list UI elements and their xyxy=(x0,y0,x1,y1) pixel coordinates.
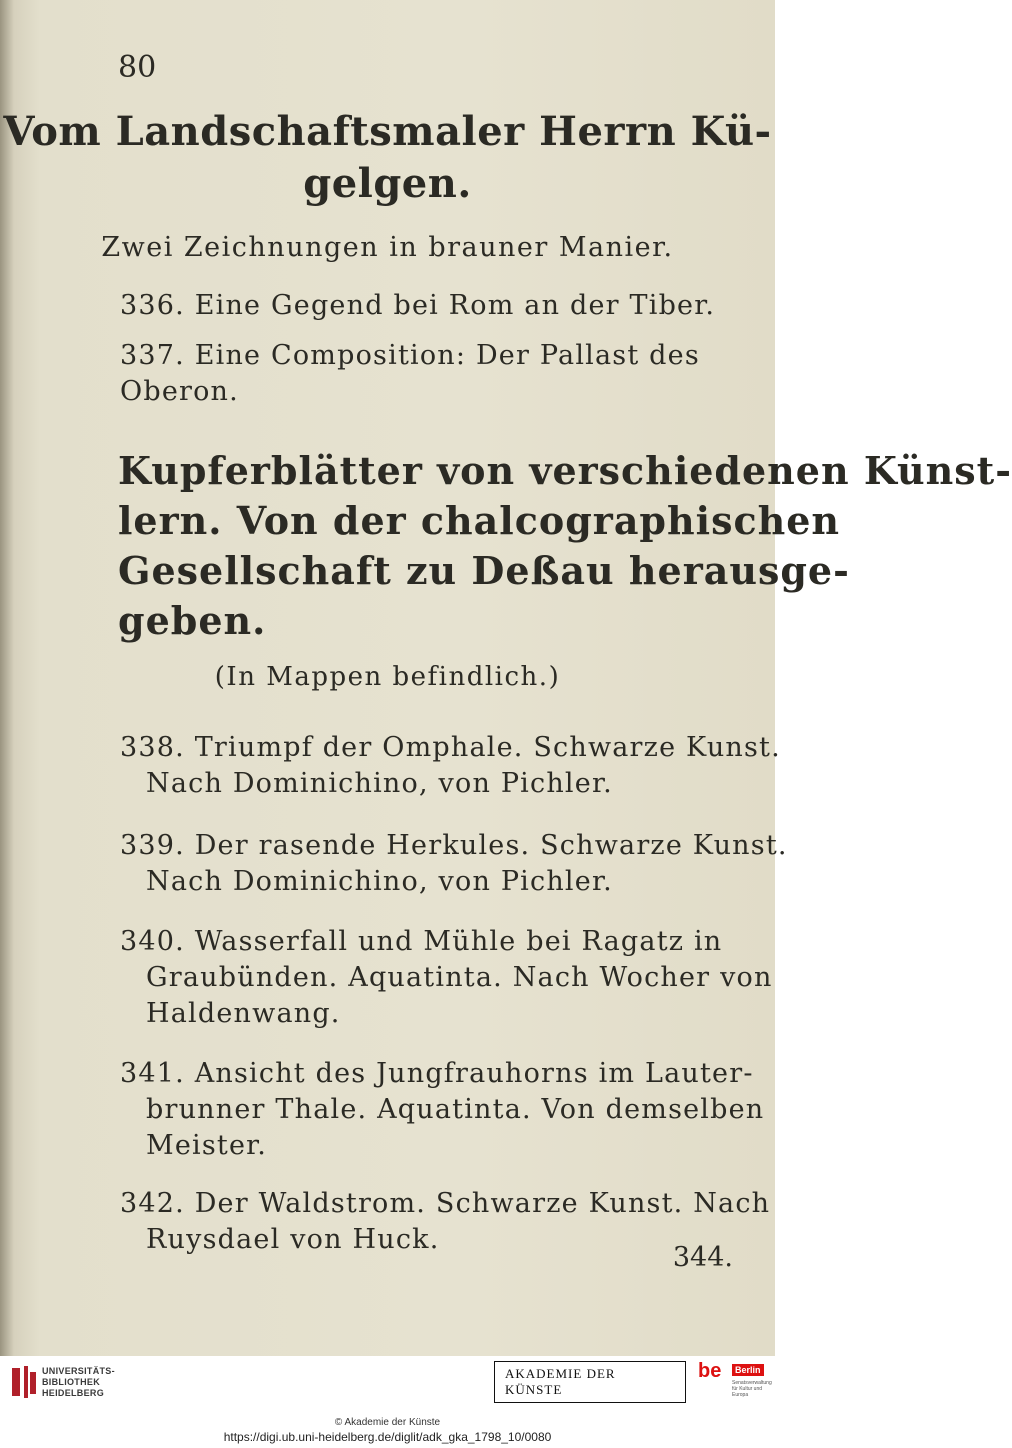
entry-341-line-1: 341. Ansicht des Jungfrauhorns im Lauter- xyxy=(120,1058,754,1089)
section-heading-line-1: Vom Landschaftsmaler Herrn Kü- xyxy=(3,108,772,155)
entry-338-line-2: Nach Dominichino, von Pichler. xyxy=(146,768,613,799)
entry-342-line-2: Ruysdael von Huck. xyxy=(146,1224,440,1255)
entry-340-line-1: 340. Wasserfall und Mühle bei Ragatz in xyxy=(120,926,723,957)
section-heading-2-line-4: geben. xyxy=(118,598,267,643)
section-heading-line-2: gelgen. xyxy=(303,160,472,207)
source-url-link[interactable]: https://digi.ub.uni-heidelberg.de/diglit/adk_gka_1798_10/0080 xyxy=(223,1430,552,1444)
senate-label-line-2: für Kultur und Europa xyxy=(732,1386,763,1398)
senate-label xyxy=(732,1380,772,1398)
section-subheading-2: (In Mappen befindlich.) xyxy=(214,662,561,692)
ub-label-line-2: BIBLIOTHEK xyxy=(42,1377,100,1387)
akademie-logo[interactable] xyxy=(494,1364,686,1400)
ub-label-line-3: HEIDELBERG xyxy=(42,1388,105,1398)
entry-341-line-3: Meister. xyxy=(146,1130,268,1161)
ub-label-line-1: UNIVERSITÄTS- xyxy=(42,1366,115,1376)
copyright-text: © Akademie der Künste xyxy=(334,1417,441,1428)
section-heading-2-line-1: Kupferblätter von verschiedenen Künst- xyxy=(118,448,1012,493)
be-berlin-logo[interactable] xyxy=(698,1360,772,1402)
entry-337-line-1: 337. Eine Composition: Der Pallast des xyxy=(120,340,700,371)
entry-337-line-2: Oberon. xyxy=(120,376,239,407)
entry-336: 336. Eine Gegend bei Rom an der Tiber. xyxy=(120,290,716,321)
university-library-logo-icon xyxy=(10,1362,38,1402)
section-heading-2-line-3: Gesellschaft zu Deßau herausge- xyxy=(118,548,850,593)
page-number: 80 xyxy=(118,50,157,85)
entry-340-line-3: Haldenwang. xyxy=(146,998,341,1029)
catchword: 344. xyxy=(672,1242,733,1273)
berlin-label: Berlin xyxy=(732,1364,764,1376)
entry-342-line-1: 342. Der Waldstrom. Schwarze Kunst. Nach xyxy=(120,1188,771,1219)
entry-341-line-2: brunner Thale. Aquatinta. Von demselben xyxy=(146,1094,765,1125)
section-subheading: Zwei Zeichnungen in brauner Manier. xyxy=(101,232,674,263)
entry-339-line-1: 339. Der rasende Herkules. Schwarze Kunst. xyxy=(120,830,788,861)
akademie-label: AKADEMIE DER KÜNSTE xyxy=(494,1361,686,1403)
entry-340-line-2: Graubünden. Aquatinta. Nach Wocher von xyxy=(146,962,773,993)
senate-label-line-1: Senatsverwaltung xyxy=(732,1380,772,1386)
be-label: be xyxy=(698,1360,722,1382)
entry-339-line-2: Nach Dominichino, von Pichler. xyxy=(146,866,613,897)
section-heading-2-line-2: lern. Von der chalcographischen xyxy=(118,498,841,543)
entry-338-line-1: 338. Triumpf der Omphale. Schwarze Kunst. xyxy=(120,732,781,763)
